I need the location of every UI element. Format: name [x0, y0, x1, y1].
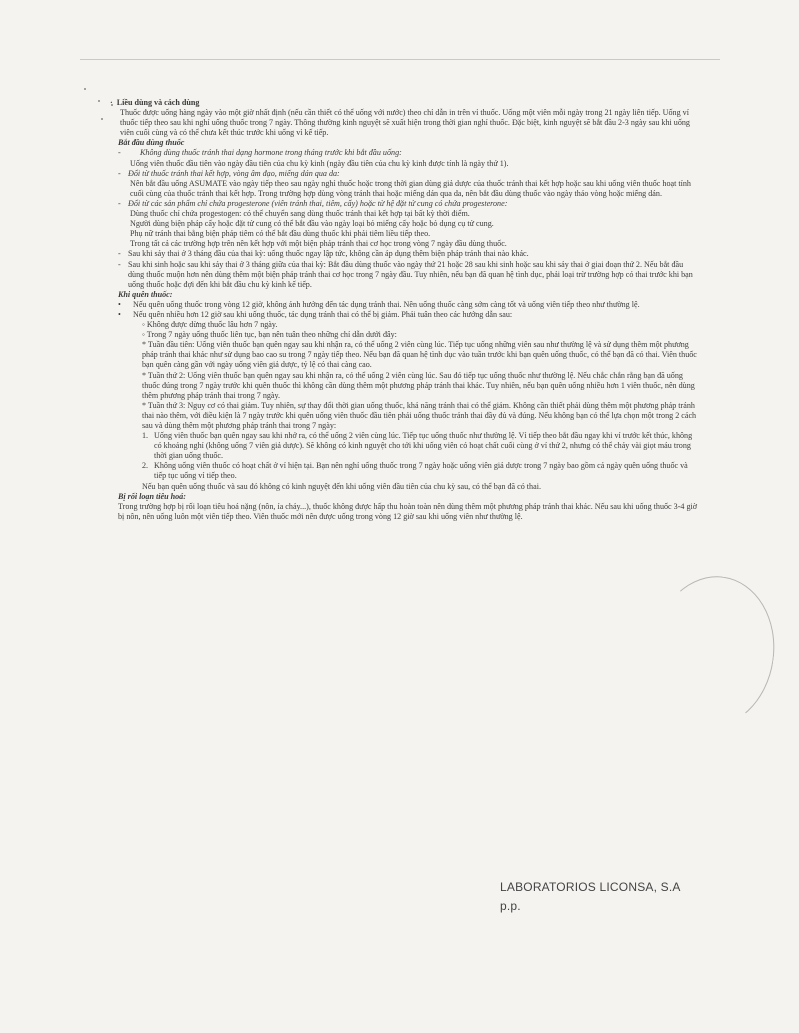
scan-speck: [101, 118, 103, 120]
document-body: [110, 98, 700, 522]
digestive-paragraph: Trong trường hợp bị rối loạn tiêu hoá nặng (nôn, ỉa chảy...), thuốc không được hấp thu hoàn toàn nên dùng thêm một phương pháp tránh thai khác. Nếu sau khi uống thuốc 3-4 giờ bị nôn, nên uống luôn một viên tiếp theo. Viên thuốc mới nên được uống trong vòng 12 giờ sau khi uống viên như thường lệ.: [118, 501, 698, 521]
forgot-sub-item: ◦ Không được dừng thuốc lâu hơn 7 ngày.: [142, 320, 278, 330]
top-rule: [80, 59, 720, 60]
start-item-3-title: Đổi từ các sản phẩm chỉ chứa progesterone (viên tránh thai, tiêm, cấy) hoặc từ hệ đặt tử cung có chứa progesterone:: [128, 198, 508, 208]
week-1-paragraph: * Tuần đầu tiên: Uống viên thuốc bạn quên ngay sau khi nhận ra, có thể uống 2 viên cùng lúc. Tiếp tục uống những viên sau như thường lệ và sử dụng thêm một phương pháp tránh thai khác như sử dụng bao cao su trong 7 ngày tiếp theo. Nếu bạn đã quan hệ tình dục vào tuần trước khi bạn quên uống thuốc, có thể bạn đã có thai. Viên thuốc bạn quên càng gần với ngày uống viên giả dược, tỷ lệ có thai càng cao.: [142, 340, 697, 370]
start-item-1-text: Uống viên thuốc đầu tiên vào ngày đầu tiên của chu kỳ kinh (ngày đầu tiên của chu kỳ kinh được tính là ngày thứ 1).: [130, 158, 509, 168]
company-name: LABORATORIOS LICONSA, S.A: [500, 880, 681, 894]
start-item-4: - Sau khi sảy thai ở 3 tháng đầu của thai kỳ: uống thuốc ngay lập tức, không cần áp dụng thêm biện pháp tránh thai nào khác.: [118, 249, 529, 259]
start-item-3-line: Dùng thuốc chỉ chứa progestogen: có thể chuyển sang dùng thuốc tránh thai kết hợp tại bất kỳ thời điểm.: [130, 209, 470, 219]
intro-paragraph: Thuốc được uống hàng ngày vào một giờ nhất định (nếu cần thiết có thể uống với nước) theo chỉ dẫn in trên vỉ thuốc. Uống một viên mỗi ngày trong 21 ngày liên tiếp. Uống vỉ thuốc tiếp theo sau khi nghỉ uống thuốc trong 7 ngày. Thông thường kinh nguyệt sẽ xuất hiện trong thời gian nghỉ thuốc. Đặc biệt, kinh nguyệt sẽ bắt đầu 2-3 ngày sau khi uống viên cuối cùng và có thể chưa kết thúc trước khi uống vỉ kế tiếp.: [120, 108, 690, 138]
start-item-1: - Không dùng thuốc tránh thai dạng hormone trong tháng trước khi bắt đầu uống:: [118, 148, 402, 158]
scan-speck: [98, 100, 100, 102]
start-item-2-title: Đổi từ thuốc tránh thai kết hợp, vòng âm đạo, miếng dán qua da:: [128, 168, 340, 178]
forgot-item-1-text: Nếu quên uống thuốc trong vòng 12 giờ, không ảnh hưởng đến tác dụng tránh thai. Nên uống thuốc càng sớm càng tốt và uống viên tiếp theo như thường lệ.: [133, 299, 640, 309]
week-3-paragraph: * Tuần thứ 3: Nguy cơ có thai giảm. Tuy nhiên, sự thay đổi thời gian uống thuốc, khả năng tránh thai có thể giảm. Không cần thiết phải dùng thêm một phương pháp tránh thai nào thêm, với điều kiện là 7 ngày trước khi quên uống viên thuốc đầu tiên phải uống thuốc tránh thai đầy đủ và đúng. Nếu không bạn có thể lựa chọn một trong 2 cách sau và dùng thêm một phương pháp tránh thai trong 7 ngày:: [142, 400, 697, 430]
option-text: Uống viên thuốc bạn quên ngay sau khi nhớ ra, có thể uống 2 viên cùng lúc. Tiếp tục uống thuốc như thường lệ. Vỉ tiếp theo bắt đầu ngay khi vỉ trước kết thúc, không có khoảng nghỉ (không uống 7 viên giả dược). Sẽ không có kinh nguyệt cho tới khi uống viên có hoạt chất cuối cùng ở vỉ thứ 2, nhưng có thể chảy vài giọt máu trong thời gian uống thuốc.: [154, 431, 693, 461]
forgot-closing-paragraph: Nếu bạn quên uống thuốc và sau đó không có kinh nguyệt đến khi uống viên đầu tiên của chu kỳ sau, có thể bạn đã có thai.: [142, 481, 541, 491]
bullet-dot: ·: [110, 98, 113, 107]
start-item-3-line: Phụ nữ tránh thai bằng biện pháp tiêm có thể bắt đầu dùng thuốc khi phải tiêm liều tiếp theo.: [130, 229, 431, 239]
scan-speck: [84, 88, 86, 90]
start-item-5-text: Sau khi sinh hoặc sau khi sảy thai ở 3 tháng giữa của thai kỳ: Bắt đầu dùng thuốc vào ngày thứ 21 hoặc 28 sau khi sinh hoặc sau khi sảy thai ở giai đoạn thứ 2. Nếu bắt đầu dùng thuốc muộn hơn nên dùng thêm một biện pháp tránh thai cơ học trong 7 ngày đầu. Tuy nhiên, nếu bạn đã quan hệ tình dục, phải loại trừ trường hợp có thai trước khi bạn uống thuốc hoặc đợi đến khi bắt đầu chu kỳ kinh kế tiếp.: [128, 259, 693, 289]
option-marker: 2.: [142, 461, 149, 471]
per-procurationem: p.p.: [500, 899, 521, 913]
start-item-5: - Sau khi sinh hoặc sau khi sảy thai ở 3 tháng giữa của thai kỳ: Bắt đầu dùng thuốc vào ngày thứ 21 hoặc 28 sau khi sinh hoặc sau khi sảy thai ở giai đoạn thứ 2. Nếu bắt đầu dùng thuốc muộn hơn nên dùng thêm một biện pháp tránh thai cơ học trong 7 ngày đầu. Tuy nhiên, nếu bạn đã quan hệ tình dục, phải loại trừ trường hợp có thai trước khi bạn uống thuốc hoặc đợi đến khi bắt đầu chu kỳ kinh kế tiếp.: [118, 259, 693, 289]
forgot-item-1: • Nếu quên uống thuốc trong vòng 12 giờ, không ảnh hưởng đến tác dụng tránh thai. Nên uống thuốc càng sớm càng tốt và uống viên tiếp theo như thường lệ.: [118, 299, 640, 309]
option-item-1: [118, 431, 700, 461]
stamp-seal: [642, 568, 784, 735]
option-marker: 1.: [142, 431, 149, 441]
start-item-4-text: Sau khi sảy thai ở 3 tháng đầu của thai kỳ: uống thuốc ngay lập tức, không cần áp dụng thêm biện pháp tránh thai nào khác.: [128, 249, 529, 259]
section-heading-start: Bắt đầu dùng thuốc: [118, 138, 185, 148]
start-item-2-text: Nên bắt đầu uống ASUMATE vào ngày tiếp theo sau ngày nghỉ thuốc hoặc trong thời gian dùng giả dược của thuốc tránh thai kết hợp hoặc sau khi uống viên thuốc hoạt tính cuối cùng của thuốc tránh thai kết hợp. Trong trường hợp dùng vòng tránh thai hoặc miếng dán qua da, nên bắt đầu dùng thuốc vào ngày tháo vòng hoặc miếng dán.: [130, 178, 691, 198]
forgot-item-2-text: Nếu quên nhiều hơn 12 giờ sau khi uống thuốc, tác dụng tránh thai có thể bị giảm. Phải tuân theo các hướng dẫn sau:: [133, 309, 513, 319]
section-heading-forgot: Khi quên thuốc:: [118, 289, 173, 299]
option-item-2: [118, 461, 700, 481]
week-2-paragraph: * Tuần thứ 2: Uống viên thuốc bạn quên ngay sau khi nhận ra, có thể uống 2 viên cùng lúc. Sau đó tiếp tục uống thuốc như thường lệ. Nếu chắc chắn rằng bạn đã uống thuốc đúng trong 7 ngày trước khi quên thuốc thì không cần dùng thêm một phương pháp tránh thai khác. Tuy nhiên, nếu bạn quên uống nhiều hơn 1 viên thuốc, nên dùng thêm phương pháp tránh thai trong 7 ngày.: [142, 370, 695, 400]
start-item-1-title: Không dùng thuốc tránh thai dạng hormone trong tháng trước khi bắt đầu uống:: [140, 148, 402, 158]
option-text: Không uống viên thuốc có hoạt chất ở vỉ hiện tại. Bạn nên nghỉ uống thuốc trong 7 ngày hoặc uống viên giả dược trong 7 ngày bao gồm cả ngày quên uống thuốc và tiếp tục uống vỉ tiếp theo.: [154, 461, 688, 481]
signature-block: [500, 878, 681, 916]
start-item-2: - Đổi từ thuốc tránh thai kết hợp, vòng âm đạo, miếng dán qua da:: [118, 168, 340, 178]
start-item-3: - Đổi từ các sản phẩm chỉ chứa progesterone (viên tránh thai, tiêm, cấy) hoặc từ hệ đặt tử cung có chứa progesterone:: [118, 198, 508, 208]
heading-dosage-text: Liều dùng và cách dùng: [116, 98, 200, 107]
forgot-item-2: • Nếu quên nhiều hơn 12 giờ sau khi uống thuốc, tác dụng tránh thai có thể bị giảm. Phải tuân theo các hướng dẫn sau:: [118, 309, 513, 319]
start-item-3-line: Người dùng biện pháp cấy hoặc đặt tử cung có thể bắt đầu vào ngày loại bỏ miếng cấy hoặc bỏ dụng cụ tử cung.: [130, 219, 494, 229]
forgot-sub-item: ◦ Trong 7 ngày uống thuốc liên tục, bạn nên tuân theo những chỉ dẫn dưới đây:: [142, 330, 397, 340]
section-heading-dosage: [110, 98, 700, 108]
section-heading-digestive: Bị rối loạn tiêu hoá:: [118, 491, 186, 501]
start-item-3-line: Trong tất cả các trường hợp trên nên kết hợp với một biện pháp tránh thai cơ học trong vòng 7 ngày đầu dùng thuốc.: [130, 239, 507, 249]
